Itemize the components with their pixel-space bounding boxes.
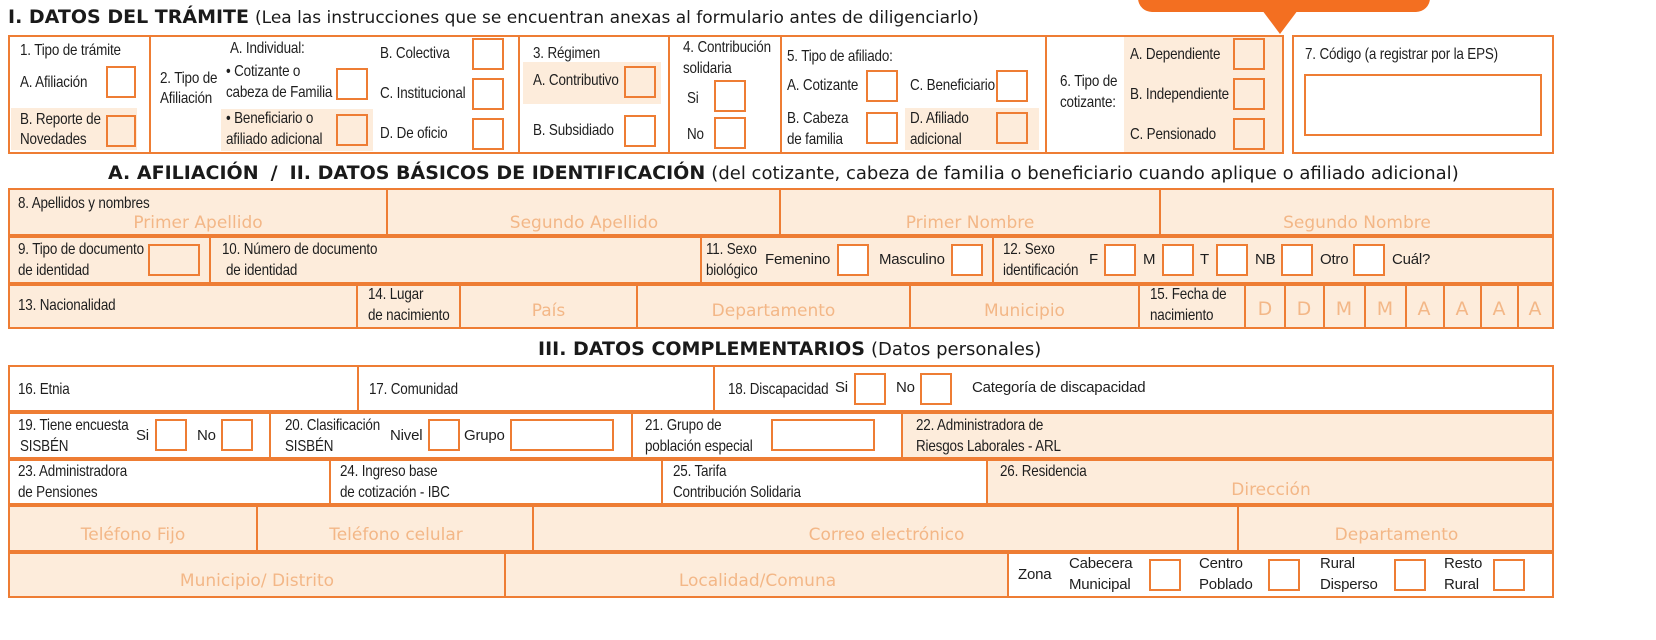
divider xyxy=(713,365,715,412)
f15-label-2: nacimiento xyxy=(1150,307,1214,324)
f6-independiente: B. Independiente xyxy=(1130,86,1229,103)
f6-label-2: cotizante: xyxy=(1060,94,1116,111)
f15-label-1: 15. Fecha de xyxy=(1150,286,1227,303)
f26-zona: Zona xyxy=(1018,566,1052,583)
f19-si-checkbox[interactable] xyxy=(155,419,187,451)
f15-day-1[interactable]: D xyxy=(1257,298,1273,320)
f11-masculino-checkbox[interactable] xyxy=(951,244,983,276)
f26-rural-disperso-2: Disperso xyxy=(1320,576,1378,593)
f4-no-checkbox[interactable] xyxy=(714,117,746,149)
f12-cual: Cuál? xyxy=(1392,251,1431,268)
divider xyxy=(631,412,633,459)
f15-day-2[interactable]: D xyxy=(1296,298,1312,320)
section-2-title: II. DATOS BÁSICOS DE IDENTIFICACIÓN xyxy=(289,162,706,184)
f19-no-checkbox[interactable] xyxy=(221,419,253,451)
f23-label-1: 23. Administradora xyxy=(18,463,128,480)
f26-departamento[interactable]: Departamento xyxy=(1334,525,1459,545)
f26-centro-2: Poblado xyxy=(1199,576,1253,593)
f9-label-1: 9. Tipo de documento xyxy=(18,241,144,258)
f16-label: 16. Etnia xyxy=(18,381,70,398)
f19-no: No xyxy=(197,427,216,444)
f12-nb: NB xyxy=(1255,251,1276,268)
divider xyxy=(992,236,994,284)
f18-no-checkbox[interactable] xyxy=(920,373,952,405)
f12-label-1: 12. Sexo xyxy=(1003,241,1055,258)
f1-option-a: A. Afiliación xyxy=(20,74,88,91)
divider xyxy=(269,412,271,459)
f1-option-b1: B. Reporte de xyxy=(20,111,101,128)
f15-year-2[interactable]: A xyxy=(1455,298,1469,320)
f12-f-checkbox[interactable] xyxy=(1104,244,1136,276)
f15-year-3[interactable]: A xyxy=(1492,298,1506,320)
divider xyxy=(661,459,663,505)
f12-nb-checkbox[interactable] xyxy=(1281,244,1313,276)
f19-label-1: 19. Tiene encuesta xyxy=(18,417,129,434)
f5-adicional-1: D. Afiliado xyxy=(910,110,969,127)
f8-segundo-apellido[interactable]: Segundo Apellido xyxy=(509,213,659,233)
f8-primer-apellido[interactable]: Primer Apellido xyxy=(133,213,263,233)
f12-m: M xyxy=(1143,251,1156,268)
section-2-note: (del cotizante, cabeza de familia o beneficiario cuando aplique o afiliado adicional) xyxy=(711,163,1459,184)
section-1-heading xyxy=(8,6,979,28)
f5-beneficiario-checkbox[interactable] xyxy=(996,70,1028,102)
f2-colectiva-checkbox[interactable] xyxy=(472,38,504,70)
f24-label-2: de cotización - IBC xyxy=(340,484,450,501)
f5-cotizante-checkbox[interactable] xyxy=(866,70,898,102)
f8-label: 8. Apellidos y nombres xyxy=(18,195,150,212)
f14-label-2: de nacimiento xyxy=(368,307,450,324)
f26-centro-checkbox[interactable] xyxy=(1268,559,1300,591)
f21-label-2: población especial xyxy=(645,438,753,455)
f5-adicional-2: adicional xyxy=(910,131,962,148)
section-2-sep: / xyxy=(270,162,278,184)
f18-no: No xyxy=(896,379,915,396)
section-1-title: I. DATOS DEL TRÁMITE xyxy=(8,6,249,28)
f2-oficio-checkbox[interactable] xyxy=(472,118,504,150)
f17-label: 17. Comunidad xyxy=(369,381,458,398)
section-3-note: (Datos personales) xyxy=(871,339,1042,360)
f1-option-b2: Novedades xyxy=(20,131,87,148)
f18-si-checkbox[interactable] xyxy=(854,373,886,405)
f20-nivel: Nivel xyxy=(390,427,423,444)
f2-colectiva: B. Colectiva xyxy=(380,45,450,62)
f5-beneficiario: C. Beneficiario xyxy=(910,77,995,94)
f8-primer-nombre[interactable]: Primer Nombre xyxy=(905,213,1035,233)
divider xyxy=(329,459,331,505)
f25-label-1: 25. Tarifa xyxy=(673,463,727,480)
divider xyxy=(1045,35,1047,154)
divider xyxy=(700,236,702,284)
section-2-a: A. AFILIACIÓN xyxy=(108,162,259,184)
f2-label-2: Afiliación xyxy=(160,90,213,107)
f26-direccion[interactable]: Dirección xyxy=(1231,480,1311,500)
f5-cabeza-2: de familia xyxy=(787,131,843,148)
f6-independiente-checkbox[interactable] xyxy=(1233,78,1265,110)
f20-grupo: Grupo xyxy=(464,427,505,444)
f1-afiliacion-checkbox[interactable] xyxy=(106,66,136,98)
f2-cotizante-1: • Cotizante o xyxy=(226,63,301,80)
f26-resto-rural-1: Resto xyxy=(1444,555,1483,572)
f2-oficio: D. De oficio xyxy=(380,125,448,142)
f20-nivel-input[interactable] xyxy=(428,419,460,451)
f20-label-1: 20. Clasificación xyxy=(285,417,381,434)
f26-label: 26. Residencia xyxy=(1000,463,1087,480)
f3-contributivo: A. Contributivo xyxy=(533,72,619,89)
f9-tipo-documento-input[interactable] xyxy=(148,244,200,276)
section-1-note: (Lea las instrucciones que se encuentran anexas al formulario antes de diligenciarlo) xyxy=(255,8,979,28)
f7-label: 7. Código (a registrar por la EPS) xyxy=(1305,46,1498,63)
header-tab-pointer xyxy=(1262,10,1298,34)
f22-label-2: Riesgos Laborales - ARL xyxy=(916,438,1061,455)
f2-beneficiario-2: afiliado adicional xyxy=(226,131,323,148)
f13-label: 13. Nacionalidad xyxy=(18,297,116,314)
f26-resto-rural-checkbox[interactable] xyxy=(1493,559,1525,591)
f26-cabecera-1: Cabecera xyxy=(1069,555,1133,572)
f14-label-1: 14. Lugar xyxy=(368,286,424,303)
f2-institucional: C. Institucional xyxy=(380,85,466,102)
f8-segundo-nombre[interactable]: Segundo Nombre xyxy=(1283,213,1431,233)
f15-month-1[interactable]: M xyxy=(1335,298,1353,320)
f11-femenino: Femenino xyxy=(765,251,831,268)
f4-si: Si xyxy=(687,90,699,107)
divider xyxy=(357,365,359,412)
f15-month-2[interactable]: M xyxy=(1376,298,1394,320)
f2-cotizante-2: cabeza de Familia xyxy=(226,84,333,101)
f3-subsidiado-checkbox[interactable] xyxy=(624,115,656,147)
f26-resto-rural-2: Rural xyxy=(1444,576,1479,593)
f2-institucional-checkbox[interactable] xyxy=(472,78,504,110)
f25-label-2: Contribución Solidaria xyxy=(673,484,801,501)
f4-label-1: 4. Contribución xyxy=(683,39,771,56)
f12-otro-checkbox[interactable] xyxy=(1353,244,1385,276)
f19-si: Si xyxy=(136,427,149,444)
f9-label-2: de identidad xyxy=(18,262,90,279)
divider xyxy=(209,236,211,284)
f2-cotizante-checkbox[interactable] xyxy=(336,68,368,100)
f3-contributivo-checkbox[interactable] xyxy=(624,66,656,98)
f11-label-1: 11. Sexo xyxy=(706,241,757,258)
f5-cabeza-1: B. Cabeza xyxy=(787,110,849,127)
f20-grupo-input[interactable] xyxy=(510,419,614,451)
f7-codigo-input[interactable] xyxy=(1304,74,1542,136)
f26-municipio[interactable]: Municipio/ Distrito xyxy=(179,571,335,591)
f6-label-1: 6. Tipo de xyxy=(1060,73,1118,90)
f12-f: F xyxy=(1089,251,1098,268)
f20-label-2: SISBÉN xyxy=(285,438,334,455)
divider xyxy=(356,284,358,329)
f2-beneficiario-1: • Beneficiario o xyxy=(226,110,314,127)
f12-t-checkbox[interactable] xyxy=(1216,244,1248,276)
f18-label: 18. Discapacidad xyxy=(728,381,829,398)
f12-otro: Otro xyxy=(1320,251,1349,268)
f5-cabeza-checkbox[interactable] xyxy=(866,112,898,144)
f4-si-checkbox[interactable] xyxy=(714,80,746,112)
f18-si: Si xyxy=(835,379,848,396)
divider xyxy=(901,412,903,459)
f21-label-1: 21. Grupo de xyxy=(645,417,722,434)
f26-centro-1: Centro xyxy=(1199,555,1243,572)
f5-adicional-checkbox[interactable] xyxy=(996,112,1028,144)
f2-beneficiario-checkbox[interactable] xyxy=(336,114,368,146)
f5-label: 5. Tipo de afiliado: xyxy=(787,48,893,65)
f6-pensionado: C. Pensionado xyxy=(1130,126,1216,143)
f3-subsidiado: B. Subsidiado xyxy=(533,122,614,139)
section-2-heading xyxy=(108,162,1459,184)
f12-m-checkbox[interactable] xyxy=(1162,244,1194,276)
f5-cotizante: A. Cotizante xyxy=(787,77,859,94)
f15-year-1[interactable]: A xyxy=(1417,298,1431,320)
f14-municipio[interactable]: Municipio xyxy=(984,301,1065,321)
section-3-title: III. DATOS COMPLEMENTARIOS xyxy=(538,338,865,360)
f11-label-2: biológico xyxy=(706,262,758,279)
f10-label-2: de identidad xyxy=(226,262,298,279)
f6-dependiente-checkbox[interactable] xyxy=(1233,38,1265,70)
f3-label: 3. Régimen xyxy=(533,45,601,62)
f19-label-2: SISBÉN xyxy=(20,438,69,455)
f4-label-2: solidaria xyxy=(683,60,732,77)
f6-pensionado-checkbox[interactable] xyxy=(1233,118,1265,150)
divider xyxy=(668,35,670,154)
f24-label-1: 24. Ingreso base xyxy=(340,463,438,480)
f2-individual: A. Individual: xyxy=(230,40,305,57)
divider xyxy=(518,35,520,154)
f14-departamento[interactable]: Departamento xyxy=(711,301,836,321)
f26-cabecera-checkbox[interactable] xyxy=(1149,559,1181,591)
f18-categoria: Categoría de discapacidad xyxy=(972,379,1146,396)
f1-novedades-checkbox[interactable] xyxy=(106,115,136,147)
f6-dependiente: A. Dependiente xyxy=(1130,46,1221,63)
f11-femenino-checkbox[interactable] xyxy=(837,244,869,276)
f26-rural-disperso-1: Rural xyxy=(1320,555,1355,572)
divider xyxy=(149,35,151,154)
f10-label-1: 10. Número de documento xyxy=(222,241,378,258)
f1-label: 1. Tipo de trámite xyxy=(20,42,121,59)
section-3-heading xyxy=(538,338,1041,360)
f2-label-1: 2. Tipo de xyxy=(160,70,218,87)
f22-label-1: 22. Administradora de xyxy=(916,417,1044,434)
f15-year-4[interactable]: A xyxy=(1528,298,1542,320)
f11-masculino: Masculino xyxy=(879,251,945,268)
f23-label-2: de Pensiones xyxy=(18,484,98,501)
f26-telefono-fijo[interactable]: Teléfono Fijo xyxy=(80,525,186,545)
f12-label-2: identificación xyxy=(1003,262,1079,279)
f26-correo[interactable]: Correo electrónico xyxy=(808,525,965,545)
f26-telefono-celular[interactable]: Teléfono celular xyxy=(329,525,463,545)
f26-cabecera-2: Municipal xyxy=(1069,576,1131,593)
f26-localidad[interactable]: Localidad/Comuna xyxy=(678,571,837,591)
f14-pais[interactable]: País xyxy=(531,301,566,321)
f12-t: T xyxy=(1200,251,1209,268)
f26-rural-disperso-checkbox[interactable] xyxy=(1394,559,1426,591)
f4-no: No xyxy=(687,126,704,143)
f21-input[interactable] xyxy=(771,419,875,451)
divider xyxy=(780,35,782,154)
